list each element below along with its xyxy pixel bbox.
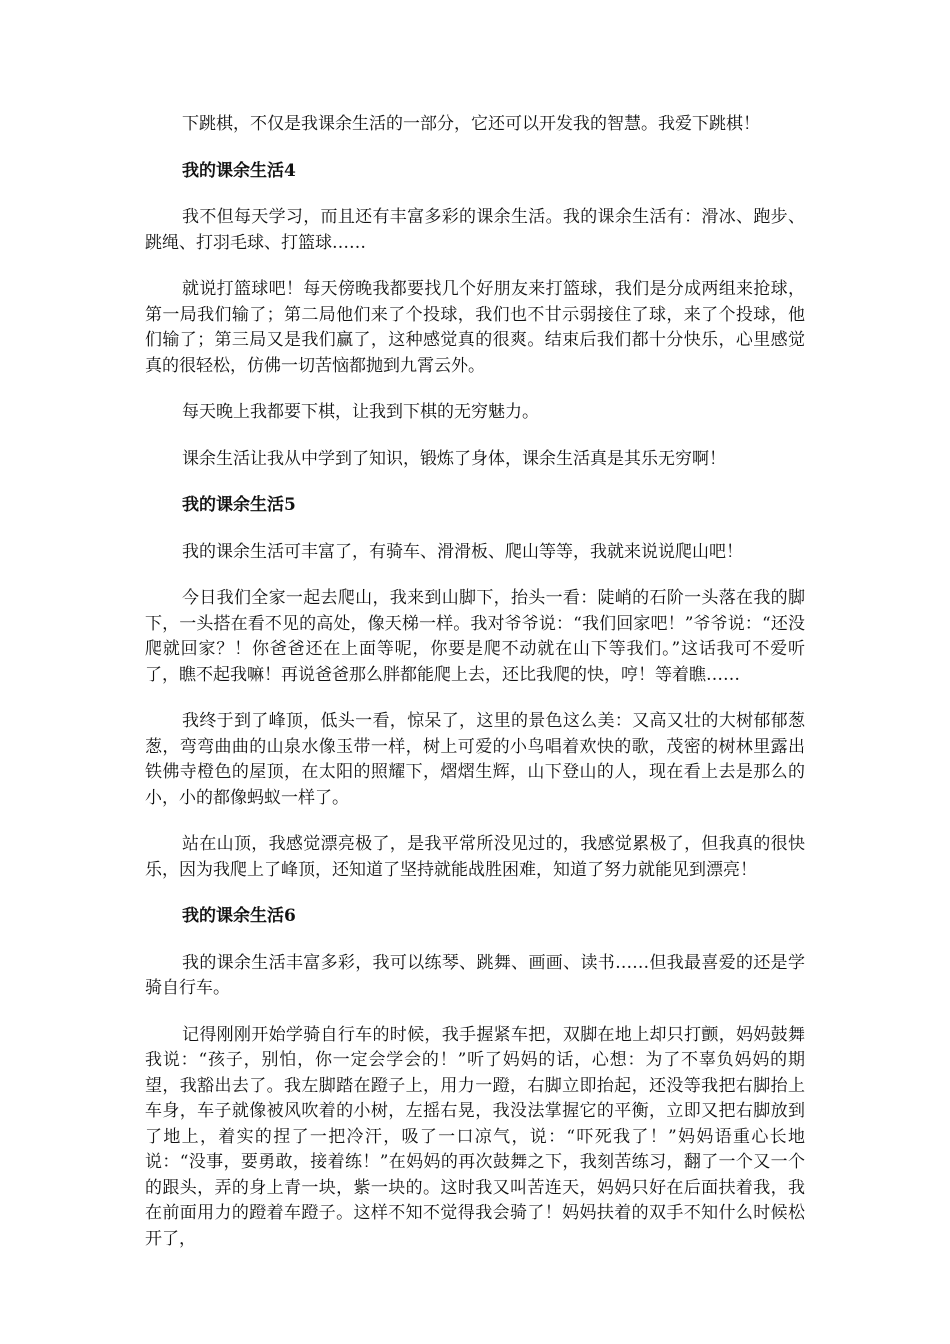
- section-heading: 我的课余生活6: [182, 906, 296, 926]
- section-heading: 我的课余生活4: [182, 160, 296, 181]
- paragraph: 我不但每天学习，而且还有丰富多彩的课余生活。我的课余生活有：滑冰、跑步、跳绳、打羽毛球、打篮球……: [145, 207, 805, 253]
- paragraph: 记得刚刚开始学骑自行车的时候，我手握紧车把，双脚在地上却只打颤，妈妈鼓舞我说：“孩子，别怕，你一定会学会的！”听了妈妈的话，心想：为了不辜负妈妈的期望，我豁出去了。我左脚踏在蹬子上，用力一蹬，右脚立即抬起，还没等我把右脚抬上车身，车子就像被风吹着的小树，左摇右晃，我没法掌握它的平衡，立即又把右脚放到了地上，着实的捏了一把冷汗，吸了一口凉气，说：“吓死我了！”妈妈语重心长地说：“没事，要勇敢，接着练！”在妈妈的再次鼓舞之下，我刻苦练习，翻了一个又一个的跟头，弄的身上青一块，紫一块的。这时我又叫苦连天，妈妈只好在后面扶着我，我在前面用力的蹬着车蹬子。这样不知不觉得我会骑了！妈妈扶着的双手不知什么时候松开了，: [145, 1024, 805, 1249]
- document-page: [145, 112, 805, 1273]
- paragraph: 每天晚上我都要下棋，让我到下棋的无穷魅力。: [182, 402, 539, 422]
- paragraph: 我终于到了峰顶，低头一看，惊呆了，这里的景色这么美：又高又壮的大树郁郁葱葱，弯弯曲曲的山泉水像玉带一样，树上可爱的小鸟唱着欢快的歌，茂密的树林里露出铁佛寺橙色的屋顶，在太阳的照耀下，熠熠生辉，山下登山的人，现在看上去是那么的小，小的都像蚂蚁一样了。: [145, 711, 805, 808]
- paragraph: 就说打篮球吧！每天傍晚我都要找几个好朋友来打篮球，我们是分成两组来抢球，第一局我们输了；第二局他们来了个投球，我们也不甘示弱接住了球，来了个投球，他们输了；第三局又是我们赢了，这种感觉真的很爽。结束后我们都十分快乐，心里感觉真的很轻松，仿佛一切苦恼都抛到九霄云外。: [145, 279, 805, 376]
- section-heading: 我的课余生活5: [182, 495, 296, 515]
- paragraph: 课余生活让我从中学到了知识，锻炼了身体，课余生活真是其乐无穷啊！: [182, 448, 726, 469]
- paragraph: 我的课余生活可丰富了，有骑车、滑滑板、爬山等等，我就来说说爬山吧！: [182, 541, 743, 562]
- paragraph: 我的课余生活丰富多彩，我可以练琴、跳舞、画画、读书……但我最喜爱的还是学骑自行车。: [145, 952, 805, 998]
- paragraph: 下跳棋，不仅是我课余生活的一部分，它还可以开发我的智慧。我爱下跳棋！: [182, 114, 760, 134]
- paragraph: 今日我们全家一起去爬山，我来到山脚下，抬头一看：陡峭的石阶一头落在我的脚下，一头搭在看不见的高处，像天梯一样。我对爷爷说：“我们回家吧！”爷爷说：“还没爬就回家？！你爸爸还在上面等呢，你要是爬不动就在山下等我们。”这话我可不爱听了，瞧不起我嘛！再说爸爸那么胖都能爬上去，还比我爬的快，哼！等着瞧……: [145, 588, 805, 685]
- paragraph: 站在山顶，我感觉漂亮极了，是我平常所没见过的，我感觉累极了，但我真的很快乐，因为我爬上了峰顶，还知道了坚持就能战胜困难，知道了努力就能见到漂亮！: [145, 834, 805, 880]
